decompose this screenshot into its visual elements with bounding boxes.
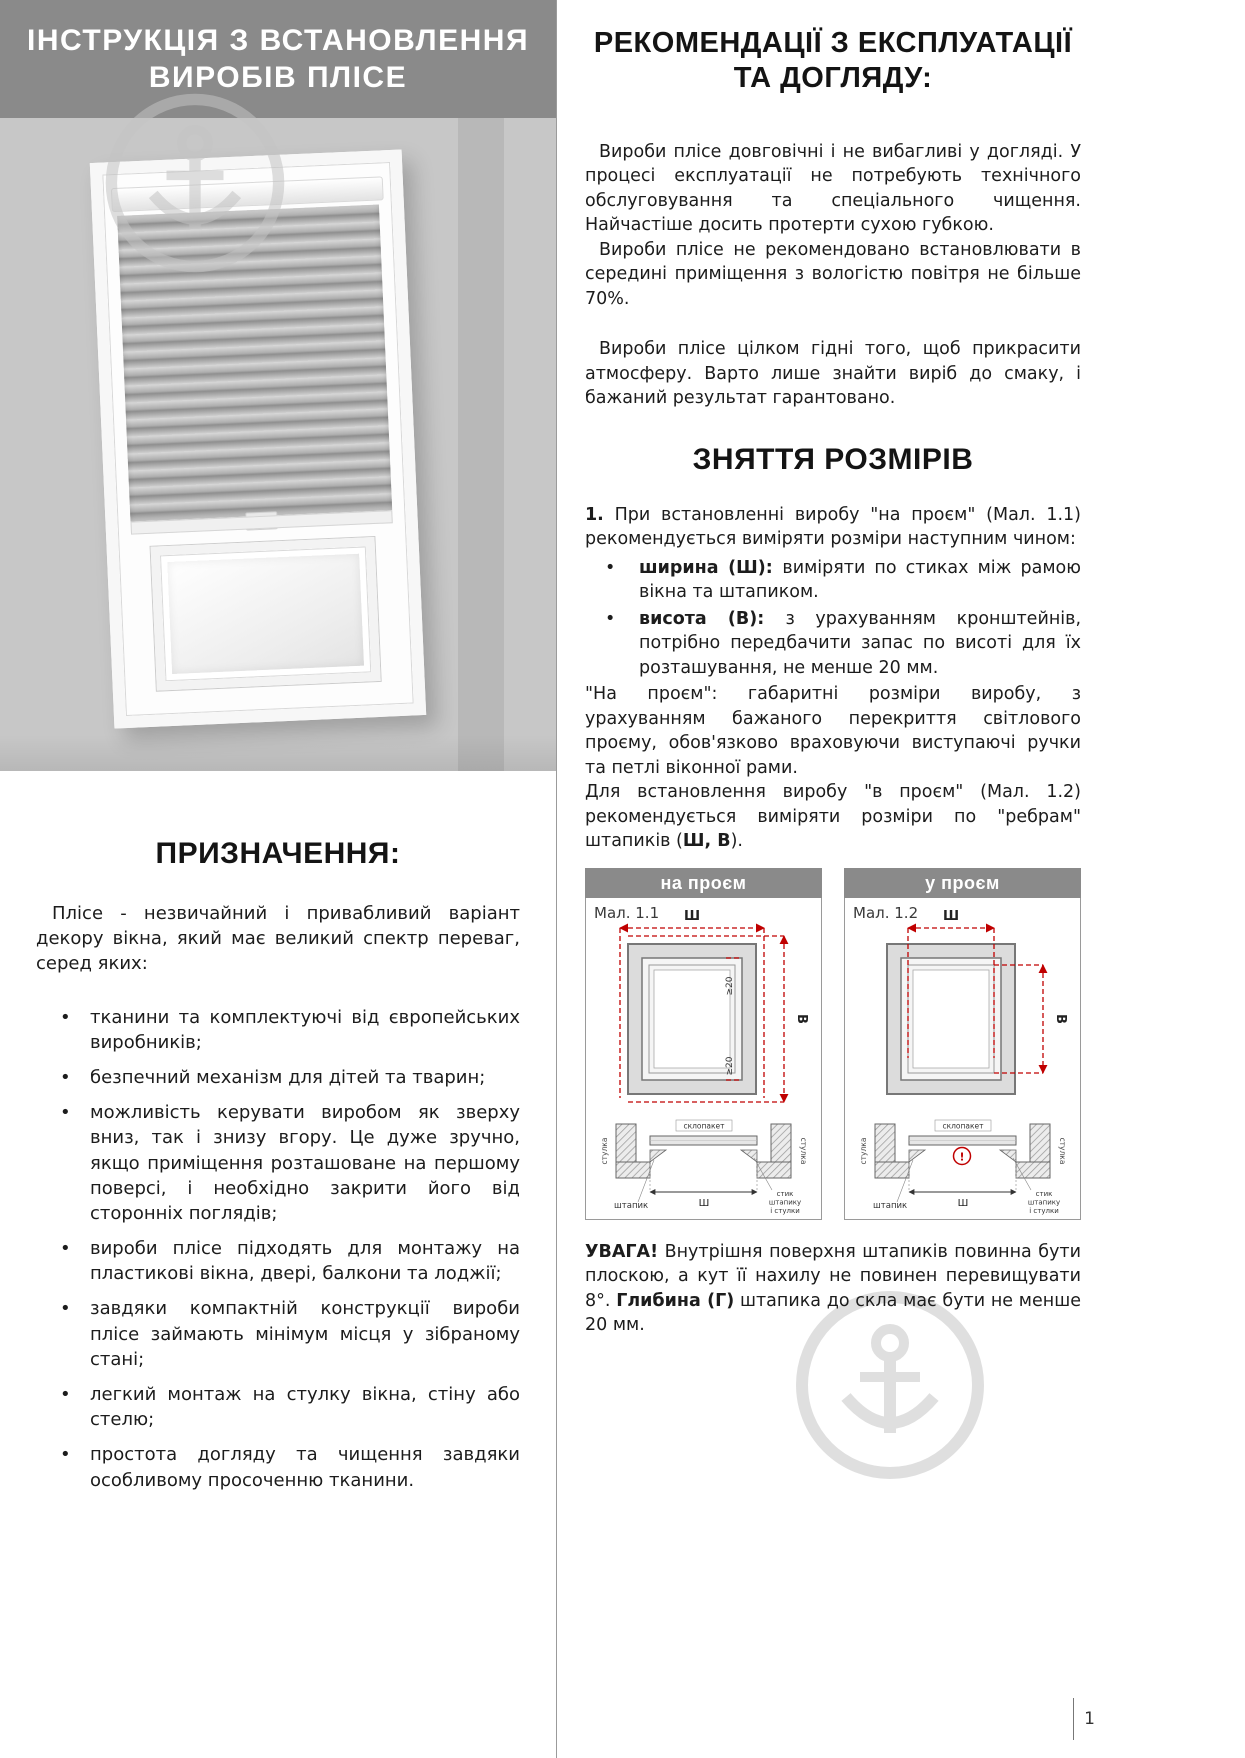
care-paragraph: Вироби плісе довговічні і не вибагливі у догляді. У процесі експлуатації не потребують технічного обслуговування та спеціального чищення. Найчастіше досить протерти сухою губкою. [585,141,1081,236]
warning-mark: ! [959,1150,965,1164]
joint-label-line3: і стулки [770,1206,800,1215]
height-dimension-label: В [794,1013,809,1024]
wall-shadow [458,118,504,771]
left-column [0,0,556,1503]
list-item: • тканини та комплектуючі від європейських виробників; [52,1005,520,1055]
care-title-line2: ТА ДОГЛЯДУ: [733,61,933,94]
purpose-intro: Плісе - незвичайний і привабливий варіант декору вікна, який має великий спектр переваг, серед яких: [36,903,520,975]
care-paragraph: Вироби плісе цілком гідні того, щоб прикрасити атмосферу. Варто лише знайти виріб до смаку, і бажаний результат гарантовано. [585,339,1081,409]
right-column [585,0,1081,1338]
glass-unit-label: склопакет [942,1121,984,1131]
diagram-u-proem [845,898,1080,1218]
sash-label-right: стулка [1058,1137,1067,1165]
diagram-na-proem [586,898,821,1218]
panel-body [844,898,1081,1220]
diagram-panel-u-proem [844,868,1081,1220]
shtapik-label: штапик [614,1200,649,1211]
window-glass [167,554,364,674]
term-width-text: виміряти по стиках між рамою вікна та штапиком. [639,557,1081,603]
window-with-pleated-blind [90,149,426,728]
term-height-text: з урахуванням кронштейнів, потрібно передбачити запас по висоті для їх розташування, не менше 20 мм. [639,608,1082,678]
sash-label-left: стулка [859,1137,868,1165]
joint-label-line2: штапику [1027,1198,1061,1207]
panel-header: на проєм [585,868,822,898]
list-item: • завдяки компактній конструкції вироби плісе займають мінімум місця у зібраному стані; [52,1296,520,1372]
glass-unit-label: склопакет [683,1121,725,1131]
page-number: 1 [1084,1709,1095,1729]
width-dimension-label: Ш [942,908,960,924]
joint-label-line1: стик [776,1189,794,1198]
figure-label: Мал. 1.2 [853,903,919,922]
list-item [599,607,1081,681]
measure-title: ЗНЯТТЯ РОЗМІРІВ [692,442,974,476]
purpose-list [36,1005,520,1493]
term-height: висота (В): [639,608,786,629]
width-dimension-label: Ш [683,908,701,924]
document-title-line2: ВИРОБІВ ПЛІСЕ [148,61,408,94]
joint-label-line1: стик [1035,1189,1053,1198]
list-item: • можливість керувати виробом як зверху вниз, так і знизу вгору. Це дуже зручно, якщо приміщення розташоване на першому поверсі, і необхідно закрити його від сторонніх поглядів; [52,1100,520,1226]
document-title [0,0,556,118]
care-title-line1: РЕКОМЕНДАЦІЇ З ЕКСПЛУАТАЦІЇ [593,27,1073,59]
list-item: • легкий монтаж на стулку вікна, стіну або стелю; [52,1382,520,1432]
measure-paragraph-vproem [585,780,1081,854]
measurement-diagrams [585,868,1081,1220]
step-text: При встановленні виробу "на проєм" (Мал. 1.1) рекомендується виміряти розміри наступним чином: [585,504,1081,550]
cross-section [616,1120,791,1202]
sash-label-left: стулка [600,1137,609,1165]
cs-width-label: Ш [957,1197,969,1209]
joint-label-line2: штапику [768,1198,802,1207]
height-dimension-label: В [1053,1013,1068,1024]
vproem-dims: Ш, В [682,831,731,852]
list-item [599,556,1081,605]
warning-text-1: Внутрішня поверхня штапиків повинна бути плоскою, а кут її нахилу не повинен перевищувати 8°. [585,1241,1081,1311]
measure-paragraph-naproem: "На проєм": габаритні розміри виробу, з урахуванням бажаного перекриття світлового проєму, обов'язково враховуючи виступаючі ручки та петлі віконної рами. [585,684,1081,778]
purpose-section [0,901,556,1493]
care-title [585,26,1081,96]
vproem-text: Для встановлення виробу "в проєм" (Мал. 1.2) рекомендується виміряти розміри по "ребрам" штапиків ( [585,782,1081,852]
list-item: • вироби плісе підходять для монтажу на пластикові вікна, двері, балкони та лоджії; [52,1236,520,1286]
shtapik-label: штапик [873,1200,908,1211]
gap-label-bottom: ≥20 [725,1056,735,1076]
page-footer [1073,1698,1095,1740]
warning-paragraph [585,1240,1081,1338]
figure-label: Мал. 1.1 [594,903,660,922]
panel-header: у проєм [844,868,1081,898]
care-paragraph: Вироби плісе не рекомендовано встановлювати в середині приміщення з вологістю повітря не більше 70%. [585,239,1081,309]
warning-word: УВАГА! [585,1241,659,1262]
measure-step [585,503,1081,552]
list-item: • простота догляду та чищення завдяки особливому просоченню тканини. [52,1442,520,1492]
panel-body [585,898,822,1220]
footer-divider [1073,1698,1074,1740]
vproem-end: ). [730,831,743,852]
list-item: • безпечний механізм для дітей та тварин; [52,1065,520,1090]
column-divider [556,0,557,1758]
warning-depth-term: Глибина (Г) [616,1290,735,1311]
gap-label-top: ≥20 [725,976,735,996]
warning-text-2: штапика до скла має бути не менше 20 мм. [585,1290,1081,1336]
measure-list [585,556,1081,681]
term-width: ширина (Ш): [639,557,783,578]
window-sash [151,537,381,691]
window-drawing [628,944,756,1094]
window-photo [0,118,556,771]
cs-width-label: Ш [698,1197,710,1209]
step-number: 1. [585,504,604,525]
floor-shadow [0,735,556,771]
joint-label-line3: і стулки [1029,1206,1059,1215]
purpose-title: ПРИЗНАЧЕННЯ: [155,837,401,870]
sash-label-right: стулка [799,1137,808,1165]
document-title-line1: ІНСТРУКЦІЯ З ВСТАНОВЛЕННЯ [26,23,530,57]
window-drawing [887,944,1015,1094]
diagram-panel-na-proem [585,868,822,1220]
pleated-fabric [117,205,392,522]
